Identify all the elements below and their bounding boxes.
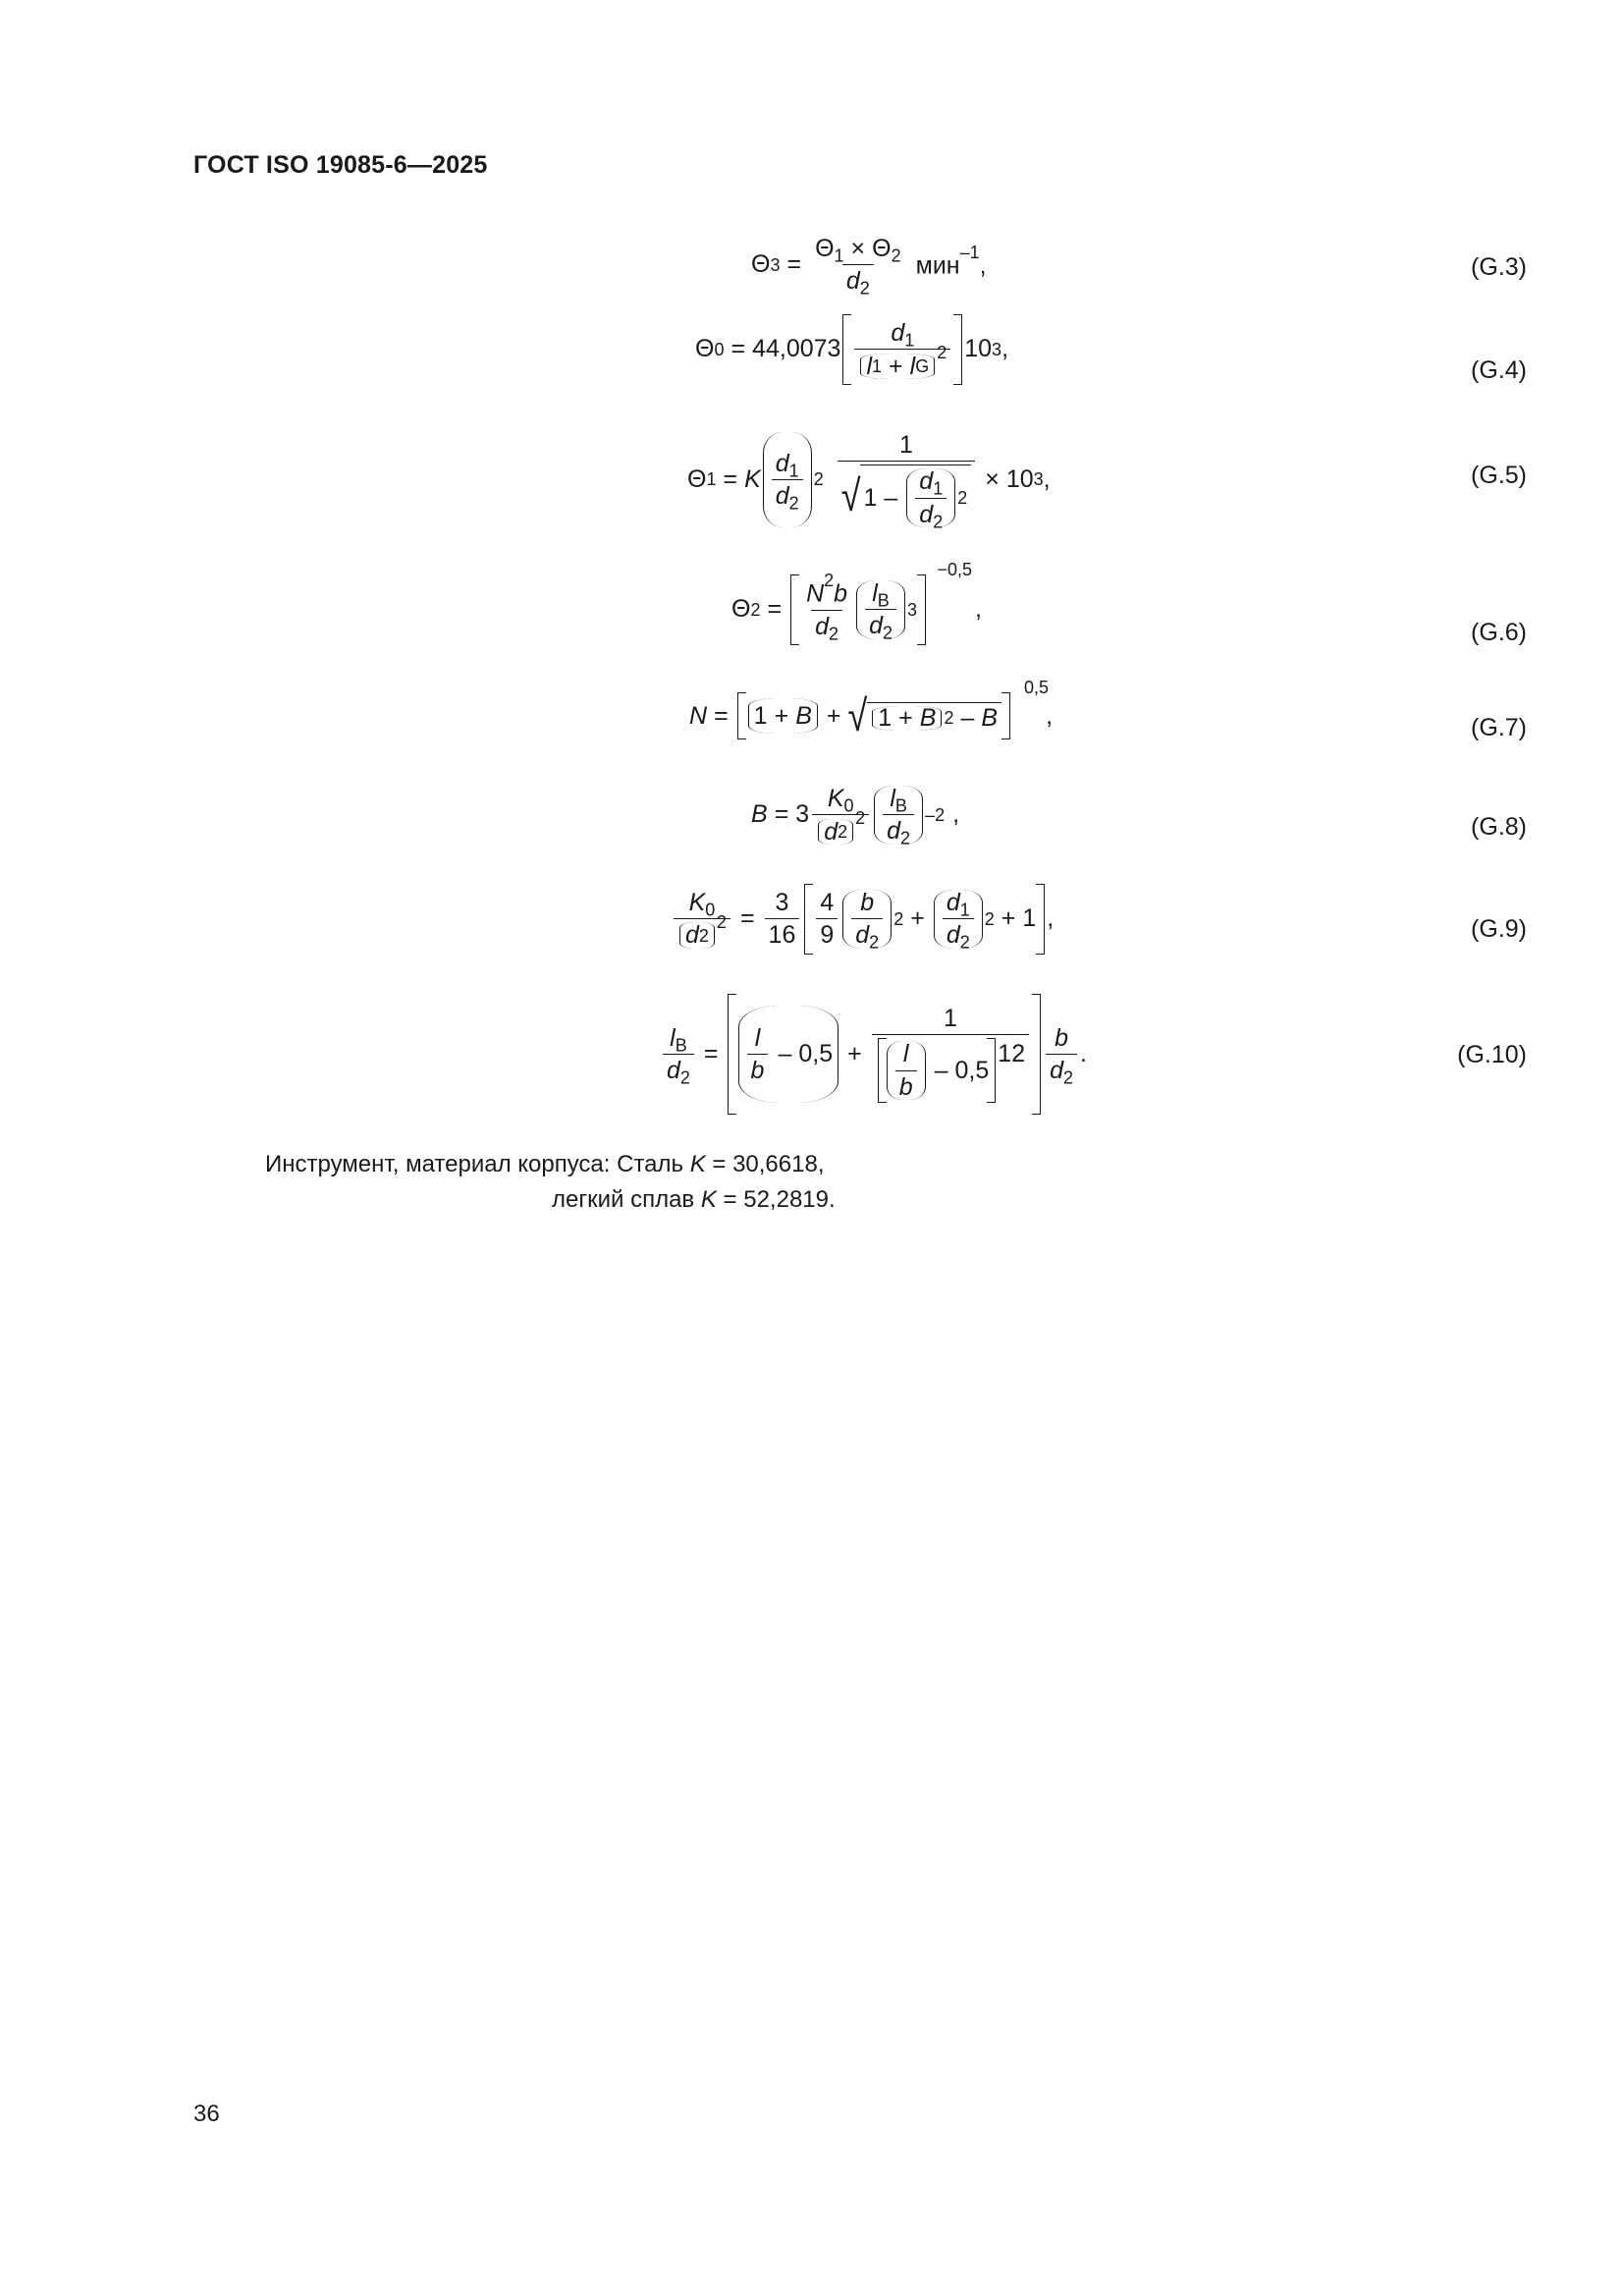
equation-number: (G.3) — [1471, 253, 1527, 281]
equation-number: (G.6) — [1471, 619, 1527, 646]
equation-g3: Θ 3 = $\frac{\Theta_1 \times \Theta_2}{d_2}$ мин$^{-1}$, (G.3) — [751, 235, 1527, 299]
equation-number: (G.8) — [1471, 813, 1527, 841]
material-note-line1: Инструмент, материал корпуса: Сталь K = 30,6618, — [265, 1151, 825, 1177]
equation-g9: $K_0$ d 2 $^2$ = $\frac{3}{16}$ 4 9 b $d_2$ 2 + $d_1$ $d_2$ 2 + 1 , (G.9) — [0, 884, 1623, 982]
material-note-line2: легкий сплав K = 52,2819. — [552, 1186, 836, 1213]
g5-root-fraction: 1 √ 1 – $d_1$ $d_2$ 2 — [838, 432, 976, 527]
equation-number: (G.4) — [1471, 356, 1527, 384]
equation-g5: Θ 1 = K $d_1$ $d_2$ 2 1 √ 1 – $d_1$ $d_2$ 2 × 10 3 , (G.5) — [687, 431, 1527, 531]
equation-g10: $\frac{l_B}{d_2}$ = l b – 0,5 + 1 l b – 0,5 12 b $d_2$ . (G.10) — [0, 994, 1623, 1131]
equation-g7: N = 1 + B + √ 1 + B 2 – B 0,5 , (G.7) — [689, 678, 1527, 741]
equation-g6: Θ 2 = $N^2b$ $d_2$ $l_B$ $d_2$ 3 −0,5 , (G.6) — [731, 560, 1527, 646]
equation-number: (G.7) — [1471, 714, 1527, 741]
equation-number: (G.10) — [1457, 1041, 1527, 1068]
equation-number: (G.9) — [1471, 915, 1527, 943]
page-number: 36 — [193, 2101, 220, 2127]
g4-fraction: $d_1$ l 1 + l G $^2$ — [854, 320, 950, 379]
document-header: ГОСТ ISO 19085-6—2025 — [193, 151, 488, 179]
equation-g8: B = 3 $K_0$ d 2 $^2$ $l_B$ $d_2$ –2 , (G.8) — [751, 785, 1527, 848]
g3-unit: мин$^{-1}$, — [915, 242, 987, 279]
equation-g4: Θ 0 = 44,0073 $d_1$ l 1 + l G $^2$ 10 3 , (G.4) — [0, 314, 1623, 412]
equation-number: (G.5) — [1471, 462, 1527, 489]
g3-lhs: Θ 3 — [751, 250, 781, 279]
g3-fraction: $\frac{\Theta_1 \times \Theta_2}{d_2}$ — [815, 235, 901, 299]
